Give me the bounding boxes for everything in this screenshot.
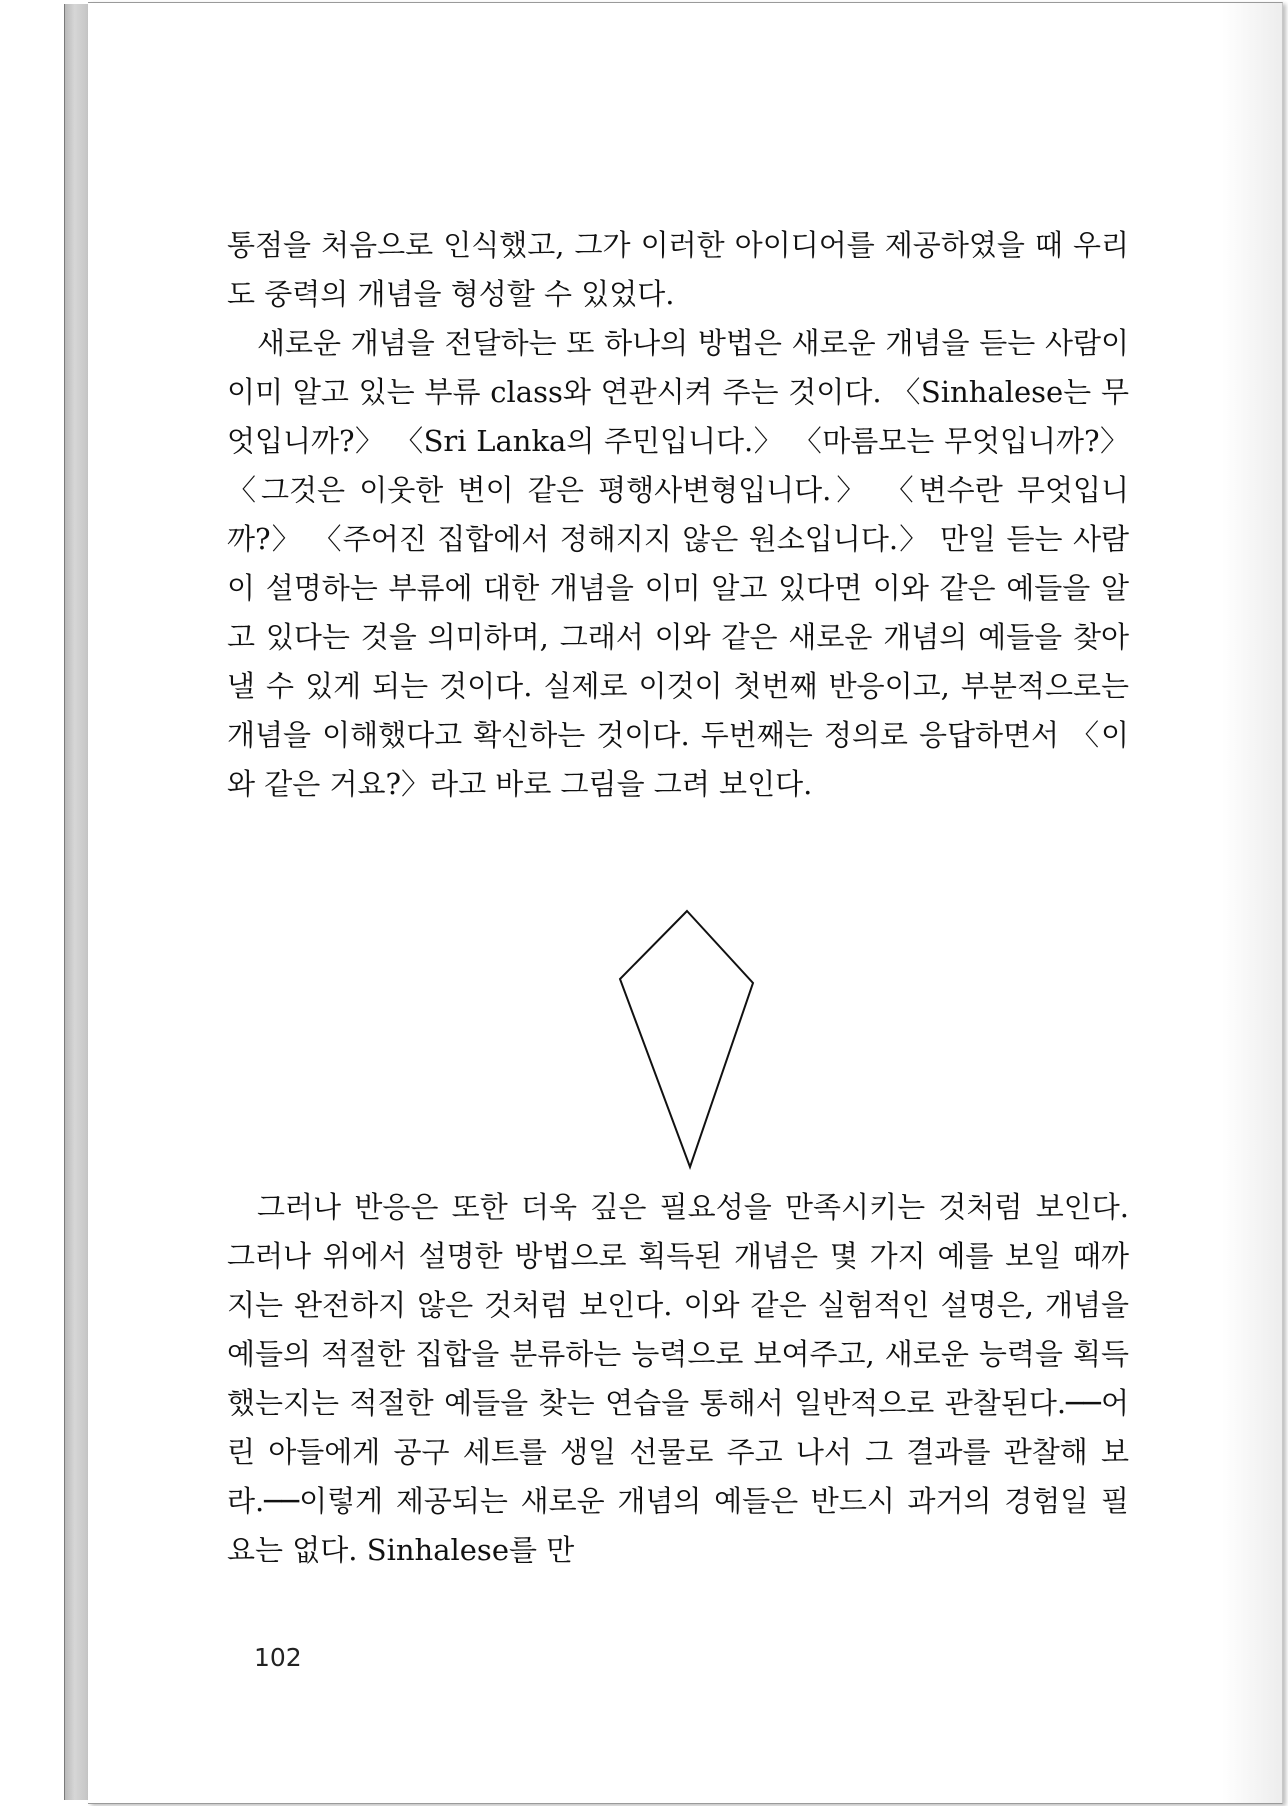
page-edge-shade bbox=[1222, 3, 1282, 1803]
paragraph-concept-class: 새로운 개념을 전달하는 또 하나의 방법은 새로운 개념을 듣는 사람이 이미 알고 있는 부류 class와 연관시켜 주는 것이다. 〈Sinhalese는 무엇입니까?〉 〈Sri Lanka의 주민입니다.〉 〈마름모는 무엇입니까?〉 〈그것은 이웃한 변이 같은 평행사변형입니다.〉 〈변수란 무엇입니까?〉 〈주어진 집합에서 정해지지 않은 원소입니다.〉 만일 듣는 사람이 설명하는 부류에 대한 개념을 이미 알고 있다면 이와 같은 예들을 알고 있다는 것을 의미하며, 그래서 이와 같은 새로운 개념의 예들을 찾아낼 수 있게 되는 것이다. 실제로 이것이 첫번째 반응이고, 부분적으로는 개념을 이해했다고 확신하는 것이다. 두번째는 정의로 응답하면서 〈이와 같은 거요?〉라고 바로 그림을 그려 보인다. bbox=[227, 326, 1129, 801]
kite-figure bbox=[598, 903, 778, 1183]
kite-shape bbox=[620, 911, 753, 1167]
book-page bbox=[88, 2, 1283, 1804]
paragraph-deeper-need: 그러나 반응은 또한 더욱 깊은 필요성을 만족시키는 것처럼 보인다. 그러나 위에서 설명한 방법으로 획득된 개념은 몇 가지 예를 보일 때까지는 완전하지 않은 것처럼 보인다. 이와 같은 실험적인 설명은, 개념을 예들의 적절한 집합을 분류하는 능력으로 보여주고, 새로운 능력을 획득했는지는 적절한 예들을 찾는 연습을 통해서 일반적으로 관찰된다.──어린 아들에게 공구 세트를 생일 선물로 주고 나서 그 결과를 관찰해 보라.──이렇게 제공되는 새로운 개념의 예들은 반드시 과거의 경험일 필요는 없다. Sinhalese를 만 bbox=[227, 1190, 1129, 1567]
book-spine-edge bbox=[64, 4, 90, 1800]
page-number: 102 bbox=[254, 1643, 302, 1672]
paragraph-continuation: 통점을 처음으로 인식했고, 그가 이러한 아이디어를 제공하였을 때 우리도 중력의 개념을 형성할 수 있었다. bbox=[227, 228, 1129, 311]
body-text-bottom bbox=[227, 1183, 1129, 1575]
kite-drawing bbox=[598, 903, 778, 1183]
body-text-top bbox=[227, 221, 1129, 809]
